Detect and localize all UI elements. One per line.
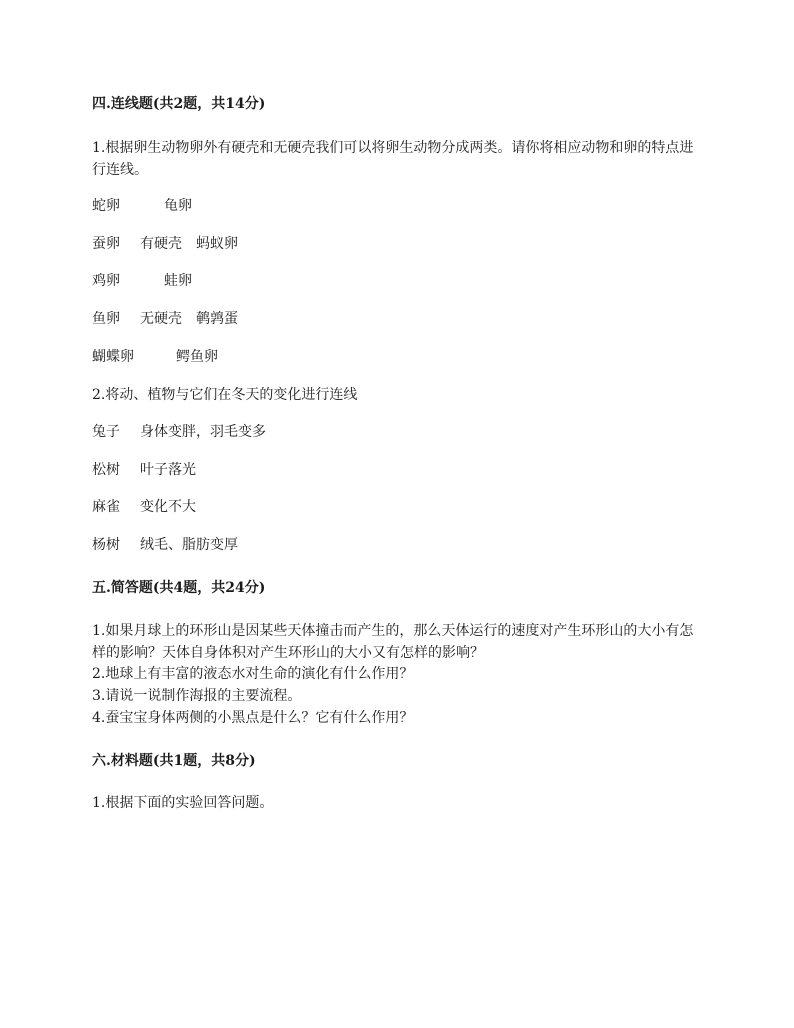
match-row xyxy=(92,347,692,367)
match-left: 鸡卵 xyxy=(92,273,120,289)
section-6-heading: 六.材料题(共1题，共8分) xyxy=(92,753,256,769)
match-left: 蚕卵 xyxy=(92,236,120,252)
match-right: 绒毛、脂肪变厚 xyxy=(140,537,238,553)
match-right: 变化不大 xyxy=(140,499,196,515)
section-5-question-1: 1.如果月球上的环形山是因某些天体撞击而产生的，那么天体运行的速度对产生环形山的大小有怎样的影响？天体自身体积对产生环形山的大小又有怎样的影响？ xyxy=(92,623,694,661)
match-left: 兔子 xyxy=(92,424,120,440)
match-left: 蝴蝶卵 xyxy=(92,349,134,365)
match-row xyxy=(92,309,692,329)
match-row xyxy=(92,535,692,555)
match-middle: 无硬壳 xyxy=(140,311,182,327)
match-right: 鳄鱼卵 xyxy=(176,349,218,365)
match-right: 身体变胖，羽毛变多 xyxy=(140,424,266,440)
match-left: 麻雀 xyxy=(92,499,120,515)
match-left: 蛇卵 xyxy=(92,198,120,214)
match-row xyxy=(92,196,692,216)
match-right: 蚂蚁卵 xyxy=(196,236,238,252)
match-right: 蛙卵 xyxy=(164,273,192,289)
section-5-question-3: 3.请说一说制作海报的主要流程。 xyxy=(92,688,302,704)
match-row xyxy=(92,497,692,517)
match-right: 叶子落光 xyxy=(140,462,196,478)
match-row xyxy=(92,460,692,480)
match-row xyxy=(92,271,692,291)
match-left: 松树 xyxy=(92,462,120,478)
match-left: 杨树 xyxy=(92,537,120,553)
match-row xyxy=(92,234,692,254)
match-right: 鹌鹑蛋 xyxy=(196,311,238,327)
section-5-question-2: 2.地球上有丰富的液态水对生命的演化有什么作用？ xyxy=(92,666,414,682)
match-middle: 有硬壳 xyxy=(140,236,182,252)
section-4-question-1: 1.根据卵生动物卵外有硬壳和无硬壳我们可以将卵生动物分成两类。请你将相应动物和卵的特点进行连线。 xyxy=(92,140,694,178)
match-row xyxy=(92,422,692,442)
section-4-question-2: 2.将动、植物与它们在冬天的变化进行连线 xyxy=(92,387,358,403)
section-4-heading: 四.连线题(共2题，共14分) xyxy=(92,96,266,112)
match-left: 鱼卵 xyxy=(92,311,120,327)
section-5-question-4: 4.蚕宝宝身体两侧的小黑点是什么？它有什么作用？ xyxy=(92,710,414,726)
section-6-question-1: 1.根据下面的实验回答问题。 xyxy=(92,795,274,811)
match-right: 龟卵 xyxy=(164,198,192,214)
section-5-heading: 五.简答题(共4题，共24分) xyxy=(92,580,266,596)
